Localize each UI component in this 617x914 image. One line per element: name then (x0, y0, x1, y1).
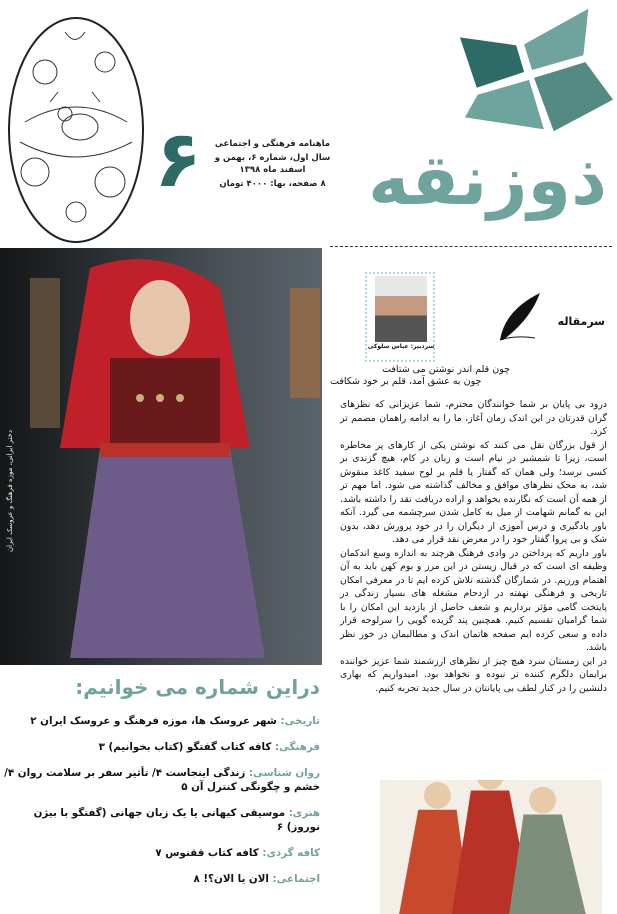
issue-meta (210, 138, 335, 192)
decorated-egg-drawing (5, 2, 147, 245)
poem-line: چون قلم اندر نوشتن می شتافت (382, 364, 510, 375)
toc-title: دراین شماره می خوانیم: (75, 675, 320, 699)
toc-label: تاریخی: (280, 715, 320, 727)
toc-item[interactable] (2, 708, 320, 734)
issue-number: ۶ (154, 115, 202, 205)
toc-text: شهر عروسک ها، موزه فرهنگ و عروسک ایران ۲ (30, 715, 281, 727)
poem (330, 364, 510, 388)
magazine-logo: ذوزنقه (368, 139, 607, 221)
paragraph: باور داریم که پرداختن در وادی فرهنگ هرچند به اندازه وسع اندکمان وظیفه ای است که در قبال زیستن در این مرز و بوم کهن باید به آن اهتمام ورزیم. در شمارگان گذشته تلاش کرده ایم تا در معرفی امکان تاریخی و فرهنگی نهفته در ازدحام مشغله های بسیار زندگی در پایتخت گامی مؤثر برداریم و شعف حاصل از بازدید این امکان را با شما گرامیان تقسیم کنیم. همچنین پند گزیده گویی را سرلوحه قرار داده و سعی کرده ایم صفحه هاتمان اندک و مطالبمان در خور نظر باشد. (340, 547, 607, 653)
section-title: سرمقاله (557, 315, 605, 328)
toc-item[interactable] (2, 760, 320, 800)
photo-caption: دختر ایرانی، موزه فرهنگ و عروسک ایران (6, 430, 14, 552)
meta-line: ۸ صفحه، بها: ۴۰۰۰ تومان (219, 179, 326, 189)
dashed-divider (330, 246, 612, 247)
toc-text: کافه کتاب گفتگو (کتاب بخوانیم) ۳ (98, 741, 275, 753)
toc-text: کافه کتاب ققنوس ۷ (155, 847, 263, 859)
editorial-body (340, 398, 607, 695)
doll-figure (0, 248, 322, 665)
paragraph: در این زمستان سرد هیچ چیز از نظرهای ارزشمند شما عزیز خواننده برایمان دلگرم کننده تر نبوده و نخواهد بود. امیدواریم که بهاری دلنشین را در کنار لطف بی پایانتان در سال جدید تجربه کنیم. (340, 655, 607, 694)
toc-label: هنری: (288, 807, 320, 819)
author-photo (375, 276, 427, 342)
author-name: سردبیر: عباس سلوکی (367, 343, 435, 350)
toc-item[interactable] (2, 866, 320, 892)
toc-item[interactable] (2, 734, 320, 760)
meta-line: ماهنامه فرهنگی و اجتماعی (214, 139, 331, 149)
toc-item[interactable] (2, 800, 320, 840)
table-of-contents (2, 708, 320, 892)
meta-line: سال اول، شماره ۶، بهمن و اسفند ماه ۱۳۹۸ (214, 153, 331, 175)
toc-label: فرهنگی: (274, 741, 320, 753)
toc-text: موسیقی کیهانی یا یک زبان جهانی (گفتگو با بیژن نوروز) ۶ (33, 807, 320, 833)
toc-text: الان یا الان؟! ۸ (193, 873, 273, 885)
nowruz-illustration (380, 780, 602, 914)
toc-item[interactable] (2, 840, 320, 866)
toc-label: روان شناسی: (248, 767, 320, 779)
toc-text: زندگی اینجاست ۴/ تأثیر سفر بر سلامت روان ۴/ خشم و چگونگی کنترل آن ۵ (4, 767, 320, 793)
kite-logo-icon (455, 5, 615, 137)
doll-photo (0, 248, 322, 665)
toc-label: کافه گردی: (262, 847, 320, 859)
poem-line: چون به عشق آمد، قلم بر خود شکافت (330, 376, 482, 387)
paragraph: درود بی پایان بر شما خوانندگان محترم، شما عزیزانی که نظرهای گران قدرتان در این اندک زمان آغاز، ما را به ادامه راهمان مصمم تر کرد. (340, 399, 607, 437)
toc-label: اجتماعی: (272, 873, 320, 885)
paragraph: از قول بزرگان نقل می کنند که نوشتن یکی از کارهای پر مخاطره است، زیرا تا شمشیر در نیام است و زبان در کام، هیچ گزندی بر کسی نرسد؛ ولی همان که گفتار یا قلم بر لوح سفید کاغذ منقوش شد، به محک نظرهای موافق و مخالف گذاشته می شود. اما مهم تر از همه آن است که نگارنده بخواهد و اراده دریافت نقد را داشته باشد. این به گمانم شهامت از میل به کامل شدن سرچشمه می گیرد. آنکه باور یادگیری و درس آموزی از دیگران را در خود پرورش دهد، بدون شک و بی پروا گفتار خود را در معرض نقد قرار می دهد. (340, 439, 607, 545)
